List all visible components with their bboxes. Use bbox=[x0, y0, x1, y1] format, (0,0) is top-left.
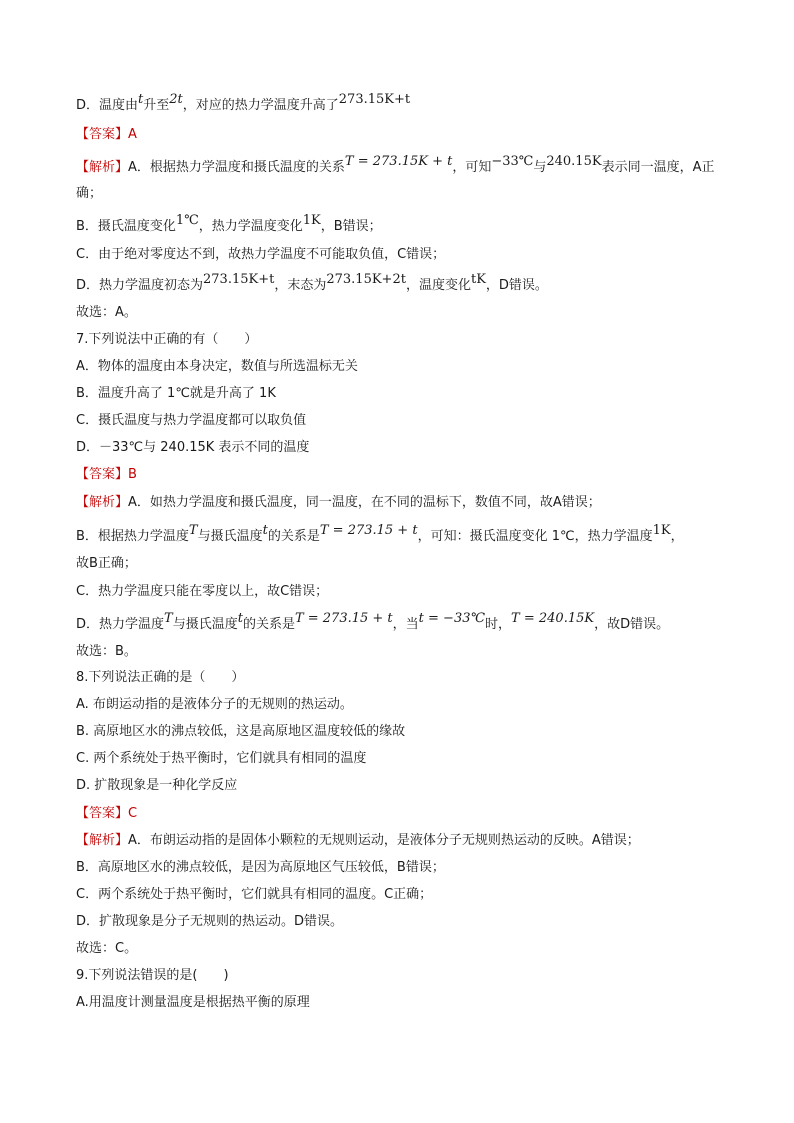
math-expression: t = −33℃ bbox=[418, 611, 486, 626]
q7-option-d: D．－33℃与 240.15K 表示不同的温度 bbox=[76, 440, 310, 455]
q8-explanation-a: 【解析】A．布朗运动指的是固体小颗粒的无规则运动，是液体分子无规则热运动的反映。A错误； bbox=[76, 833, 640, 848]
q6-explanation-a-cont: 确； bbox=[76, 186, 103, 201]
q8-stem: 8.下列说法正确的是（ ） bbox=[76, 670, 245, 685]
math-expression: T = 273.15K + t bbox=[344, 154, 453, 169]
q8-option-c: C. 两个系统处于热平衡时，它们就具有相同的温度 bbox=[76, 751, 367, 766]
math-expression: T = 240.15K bbox=[511, 611, 595, 626]
q7-choose: 故选：B。 bbox=[76, 644, 137, 659]
q9-stem: 9.下列说法错误的是( ) bbox=[76, 968, 229, 983]
math-expression: tK bbox=[470, 272, 486, 287]
q7-explanation-d: D．热力学温度T与摄氏温度t的关系是T = 273.15 + t，当t = −33℃时，T = 240.15K，故D错误。 bbox=[76, 611, 670, 632]
math-expression: T = 273.15 + t bbox=[319, 523, 418, 538]
q8-option-b: B. 高原地区水的沸点较低，这是高原地区温度较低的缘故 bbox=[76, 724, 406, 739]
math-t: t bbox=[262, 523, 268, 538]
q6-option-d: D．温度由t升至2t，对应的热力学温度升高了273.15K+t bbox=[76, 92, 411, 113]
math-expression: 273.15K+t bbox=[338, 92, 411, 107]
math-expression: 1K bbox=[302, 213, 321, 228]
q7-option-b: B．温度升高了 1℃就是升高了 1K bbox=[76, 386, 276, 401]
q8-option-d: D. 扩散现象是一种化学反应 bbox=[76, 778, 238, 793]
math-T: T bbox=[164, 611, 173, 626]
q7-explanation-b-cont: 故B正确； bbox=[76, 556, 137, 571]
math-expression: 273.15K+2t bbox=[326, 272, 406, 287]
q7-explanation-c: C．热力学温度只能在零度以上，故C错误； bbox=[76, 584, 329, 599]
q8-option-a: A. 布朗运动指的是液体分子的无规则的热运动。 bbox=[76, 697, 353, 712]
math-expression: 240.15K bbox=[546, 154, 602, 169]
q6-explanation-a: 【解析】A．根据热力学温度和摄氏温度的关系T = 273.15K + t，可知−33℃与240.15K表示同一温度，A正 bbox=[76, 154, 715, 175]
math-t: t bbox=[237, 611, 243, 626]
q6-explanation-b: B．摄氏温度变化1℃，热力学温度变化1K，B错误； bbox=[76, 213, 382, 234]
q6-explanation-c: C．由于绝对零度达不到，故热力学温度不可能取负值，C错误； bbox=[76, 247, 446, 262]
math-t: t bbox=[138, 92, 144, 107]
math-expression: 1℃ bbox=[175, 213, 199, 228]
q6-choose: 故选：A。 bbox=[76, 305, 137, 320]
q8-explanation-c: C．两个系统处于热平衡时，它们就具有相同的温度。C正确； bbox=[76, 887, 433, 902]
q8-answer: 【答案】C bbox=[76, 806, 138, 821]
q9-option-a: A.用温度计测量温度是根据热平衡的原理 bbox=[76, 995, 310, 1010]
q6-explanation-d: D．热力学温度初态为273.15K+t，末态为273.15K+2t，温度变化tK，D错误。 bbox=[76, 272, 548, 293]
math-2t: 2t bbox=[169, 92, 183, 107]
q8-choose: 故选：C。 bbox=[76, 941, 138, 956]
q7-option-a: A．物体的温度由本身决定，数值与所选温标无关 bbox=[76, 359, 358, 374]
q8-explanation-d: D．扩散现象是分子无规则的热运动。D错误。 bbox=[76, 914, 344, 929]
q7-answer: 【答案】B bbox=[76, 467, 137, 482]
q7-stem: 7.下列说法中正确的有（ ） bbox=[76, 332, 258, 347]
q6-answer: 【答案】A bbox=[76, 127, 137, 142]
q7-explanation-b: B．根据热力学温度T与摄氏温度t的关系是T = 273.15 + t，可知：摄氏温度变化 1℃，热力学温度1K， bbox=[76, 523, 684, 544]
math-T: T bbox=[188, 523, 198, 538]
math-expression: T = 273.15 + t bbox=[294, 611, 393, 626]
q7-explanation-a: 【解析】A．如热力学温度和摄氏温度，同一温度，在不同的温标下，数值不同，故A错误； bbox=[76, 495, 601, 510]
math-expression: 273.15K+t bbox=[203, 272, 275, 287]
math-expression: 1K bbox=[652, 523, 671, 538]
math-expression: −33℃ bbox=[491, 154, 534, 169]
q8-explanation-b: B．高原地区水的沸点较低，是因为高原地区气压较低，B错误； bbox=[76, 860, 445, 875]
q7-option-c: C．摄氏温度与热力学温度都可以取负值 bbox=[76, 413, 307, 428]
